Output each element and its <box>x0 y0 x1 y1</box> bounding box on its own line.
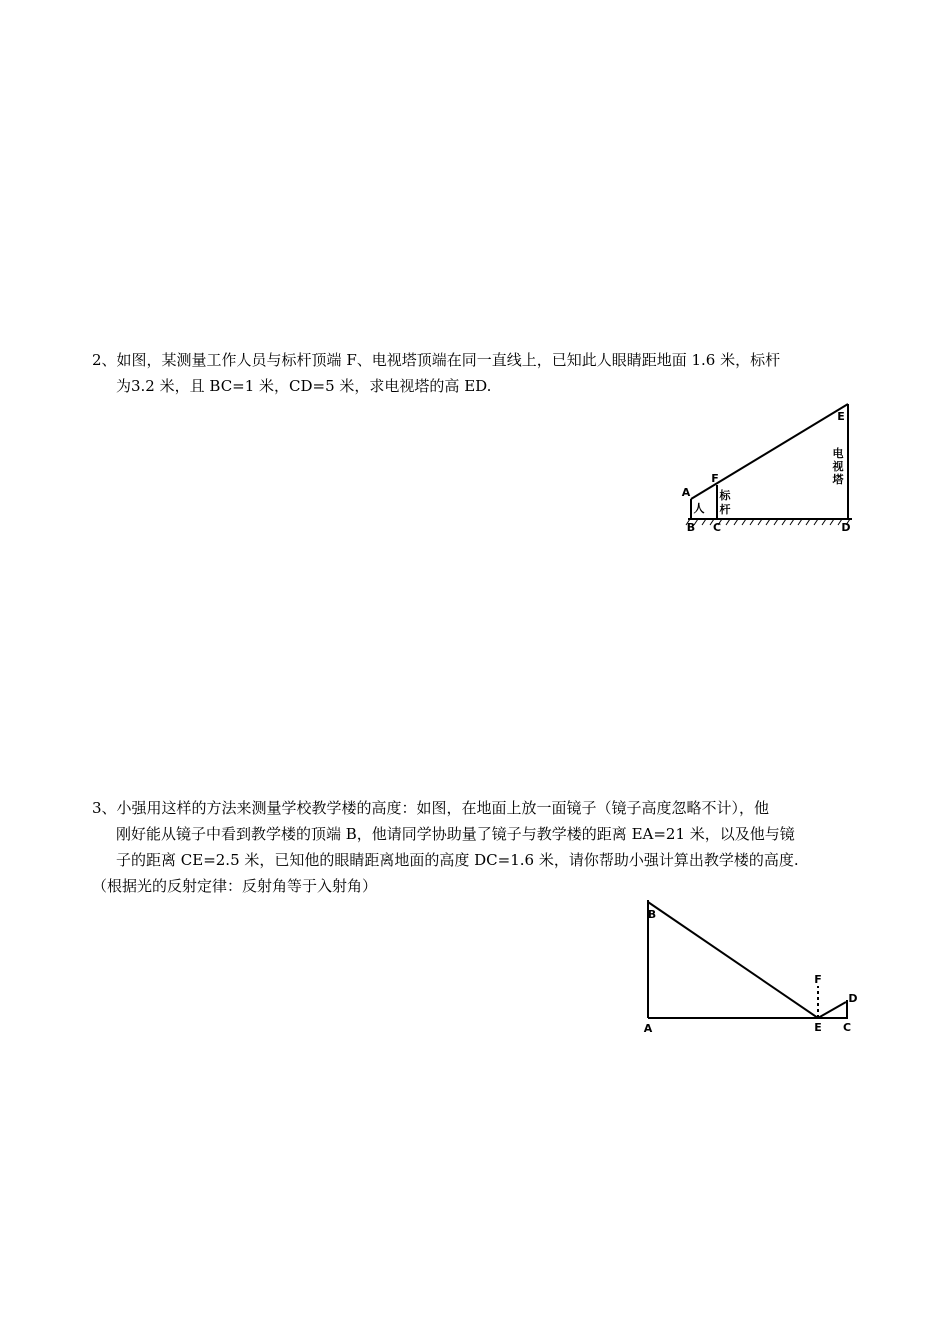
problem-3-line-3: 子的距离 CE=2.5 米，已知他的眼睛距离地面的高度 DC=1.6 米，请你帮助小强计算出教学楼的高度. <box>116 851 799 869</box>
problem-2 <box>92 347 858 399</box>
problem-3 <box>92 795 858 899</box>
label-f: F <box>814 973 822 986</box>
label-a: A <box>643 1022 653 1035</box>
problem-3-line-1: 3、小强用这样的方法来测量学校教学楼的高度：如图，在地面上放一面镜子（镜子高度忽略不计），他 <box>92 799 770 817</box>
reflected-ray-ed <box>818 1002 846 1018</box>
pole-label-2: 杆 <box>719 503 731 516</box>
problem-2-line-1: 2、如图，某测量工作人员与标杆顶端 F、电视塔顶端在同一直线上，已知此人眼睛距地面 1.6 米，标杆 <box>92 351 781 369</box>
problem-2-line-2: 为3.2 米，且 BC=1 米，CD=5 米，求电视塔的高 ED. <box>116 377 492 395</box>
mirror-building-figure <box>636 892 866 1042</box>
label-e: E <box>814 1021 822 1034</box>
label-f: F <box>711 472 719 485</box>
label-d: D <box>841 521 851 534</box>
pole-label-1: 标 <box>719 489 731 502</box>
label-e: E <box>837 410 845 423</box>
tower-label-1: 电 <box>832 447 844 460</box>
tv-tower-figure <box>680 398 870 538</box>
label-d: D <box>848 992 858 1005</box>
label-c: C <box>842 1021 852 1034</box>
label-b: B <box>647 908 657 921</box>
problem-3-line-2: 刚好能从镜子中看到教学楼的顶端 B，他请同学协助量了镜子与教学楼的距离 EA=21 米，以及他与镜 <box>116 825 795 843</box>
person-label: 人 <box>693 502 705 515</box>
label-a: A <box>681 486 691 499</box>
label-b: B <box>686 521 696 534</box>
tower-label-2: 视 <box>832 460 844 473</box>
problem-3-line-4: （根据光的反射定律：反射角等于入射角） <box>92 877 378 895</box>
label-c: C <box>712 521 722 534</box>
tower-label-3: 塔 <box>832 473 844 486</box>
incident-ray-be <box>648 902 818 1018</box>
